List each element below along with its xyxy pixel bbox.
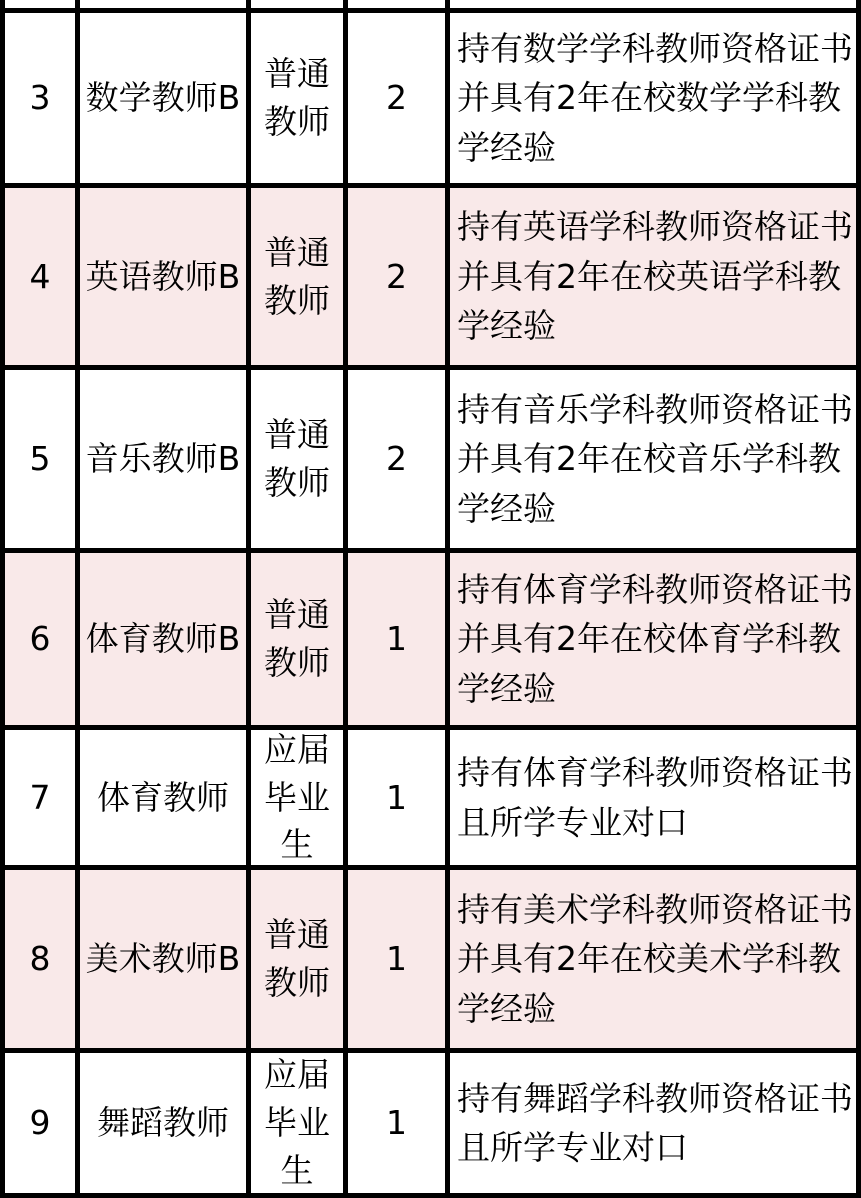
partial-row-cell xyxy=(348,0,445,8)
requirement-cell: 持有体育学科教师资格证书且所学专业对口 xyxy=(450,730,856,865)
type-cell: 应届毕业生 xyxy=(251,730,343,865)
type-cell: 普通教师 xyxy=(251,553,343,725)
row-number-cell: 9 xyxy=(5,1053,75,1193)
requirement-cell: 持有音乐学科教师资格证书并具有2年在校音乐学科教学经验 xyxy=(450,370,856,548)
count-cell: 1 xyxy=(348,870,445,1048)
position-cell: 体育教师B xyxy=(80,553,246,725)
requirement-cell: 持有数学学科教师资格证书并具有2年在校数学学科教学经验 xyxy=(450,13,856,183)
requirement-cell: 持有英语学科教师资格证书并具有2年在校英语学科教学经验 xyxy=(450,188,856,365)
partial-row-cell xyxy=(80,0,246,8)
partial-row-cell xyxy=(251,0,343,8)
partial-row-cell xyxy=(5,0,75,8)
row-number-cell: 5 xyxy=(5,370,75,548)
partial-row-cell xyxy=(450,0,856,8)
row-number-cell: 6 xyxy=(5,553,75,725)
count-cell: 2 xyxy=(348,370,445,548)
position-cell: 数学教师B xyxy=(80,13,246,183)
requirement-cell: 持有体育学科教师资格证书并具有2年在校体育学科教学经验 xyxy=(450,553,856,725)
row-number-cell: 4 xyxy=(5,188,75,365)
requirement-cell: 持有美术学科教师资格证书并具有2年在校美术学科教学经验 xyxy=(450,870,856,1048)
position-cell: 体育教师 xyxy=(80,730,246,865)
type-cell: 普通教师 xyxy=(251,13,343,183)
count-cell: 1 xyxy=(348,1053,445,1193)
type-cell: 普通教师 xyxy=(251,870,343,1048)
type-cell: 普通教师 xyxy=(251,188,343,365)
count-cell: 1 xyxy=(348,730,445,865)
requirement-cell: 持有舞蹈学科教师资格证书且所学专业对口 xyxy=(450,1053,856,1193)
position-cell: 美术教师B xyxy=(80,870,246,1048)
position-cell: 舞蹈教师 xyxy=(80,1053,246,1193)
type-cell: 应届毕业生 xyxy=(251,1053,343,1193)
row-number-cell: 8 xyxy=(5,870,75,1048)
count-cell: 2 xyxy=(348,13,445,183)
type-cell: 普通教师 xyxy=(251,370,343,548)
count-cell: 1 xyxy=(348,553,445,725)
position-cell: 音乐教师B xyxy=(80,370,246,548)
position-cell: 英语教师B xyxy=(80,188,246,365)
row-number-cell: 3 xyxy=(5,13,75,183)
count-cell: 2 xyxy=(348,188,445,365)
row-number-cell: 7 xyxy=(5,730,75,865)
